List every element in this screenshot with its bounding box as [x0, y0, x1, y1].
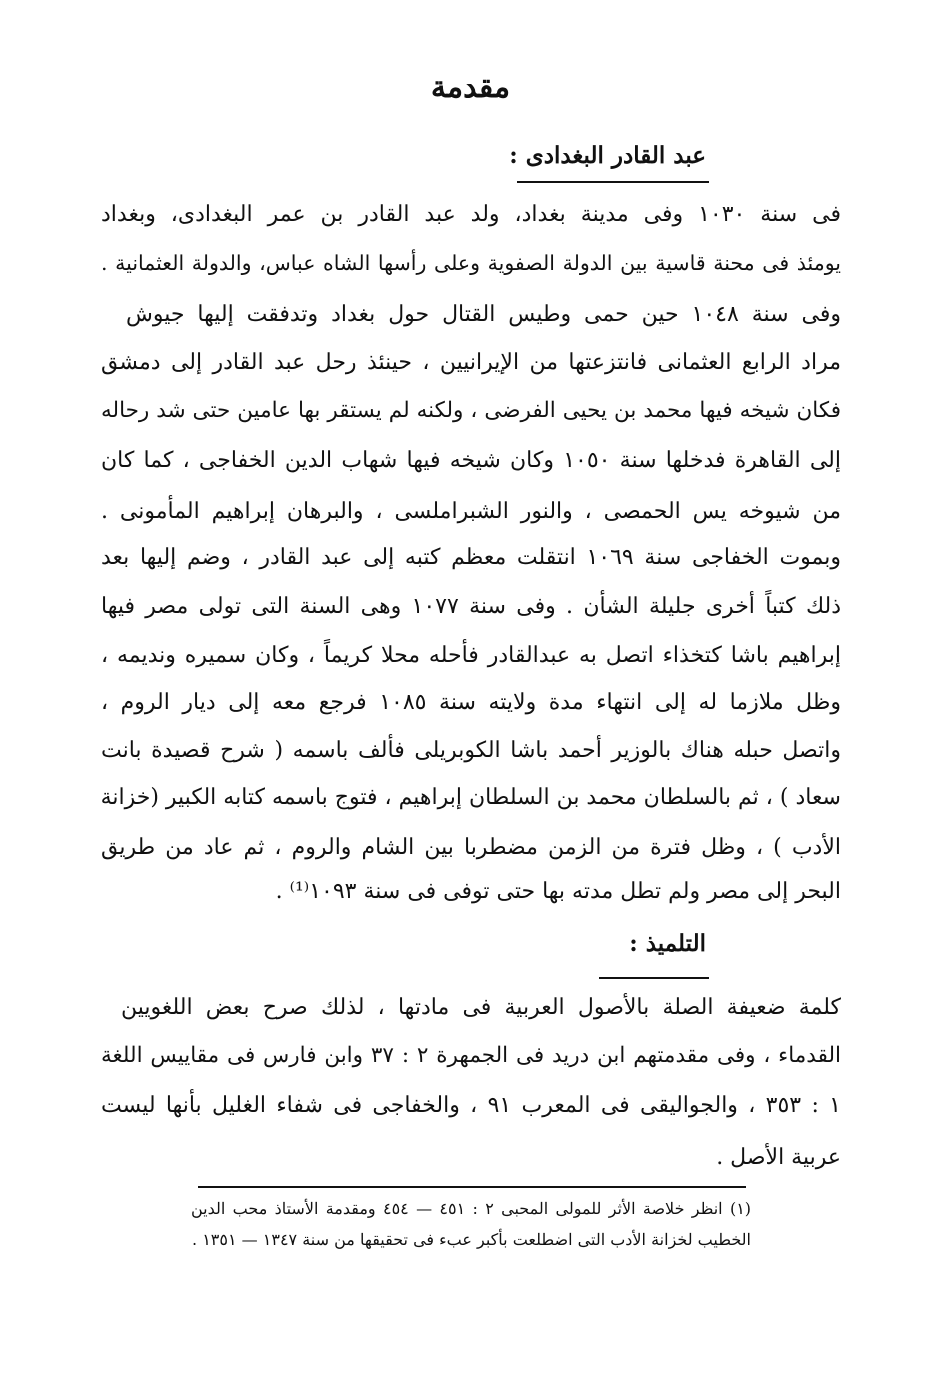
body-line: إلى القاهرة فدخلها سنة ١٠٥٠ وكان شيخه فيها شهاب الدين الخفاجى ، كما كان [101, 448, 841, 473]
body-line: وفى سنة ١٠٤٨ حين حمى وطيس القتال حول بغداد وتدفقت إليها جيوش [126, 302, 841, 327]
body-line: يومئذ فى محنة قاسية بين الدولة الصفوية وعلى رأسها الشاه عباس، والدولة العثمانية . [101, 251, 841, 275]
body-line: سعاد ) ، ثم بالسلطان محمد بن السلطان إبراهيم ، فتوج باسمه كتابه الكبير (خزانة [100, 785, 841, 810]
footnote-line: الخطيب لخزانة الأدب التى اضطلعت بأكبر عبء فى تحقيقها من سنة ١٣٤٧ — ١٣٥١ . [192, 1230, 751, 1249]
body-line: الأدب ) ، وظل فترة من الزمن مضطربا بين الشام والروم ، ثم عاد من طريق [101, 835, 841, 860]
body-line: فى سنة ١٠٣٠ وفى مدينة بغداد، ولد عبد القادر بن عمر البغدادى، وبغداد [101, 202, 841, 227]
footnote-line: (١) انظر خلاصة الأثر للمولى المحبى ٢ : ٤٥١ — ٤٥٤ ومقدمة الأستاذ محب الدين [191, 1199, 752, 1218]
body-line: مراد الرابع العثمانى فانتزعتها من الإيرانيين ، حينئذ رحل عبد القادر إلى دمشق [101, 350, 841, 375]
body-line: البحر إلى مصر ولم تطل مدته بها حتى توفى فى سنة ١٠٩٣⁽¹⁾ . [275, 879, 841, 904]
body-line: وبموت الخفاجى سنة ١٠٦٩ انتقلت معظم كتبه إلى عبد القادر ، وضم إليها بعد [101, 545, 841, 570]
body-line: ذلك كتباً أخرى جليلة الشأن . وفى سنة ١٠٧٧ وهى السنة التى تولى مصر فيها [101, 594, 841, 619]
body-line: القدماء ، وفى مقدمتهم ابن دريد فى الجمهرة ٢ : ٣٧ وابن فارس فى مقاييس اللغة [101, 1043, 841, 1068]
section-heading-underline [517, 181, 709, 183]
body-line: واتصل حبله هناك بالوزير أحمد باشا الكوبريلى فألف باسمه ( شرح قصيدة بانت [101, 738, 841, 763]
body-line: كلمة ضعيفة الصلة بالأصول العربية فى مادتها ، لذلك صرح بعض اللغويين [121, 995, 841, 1020]
page-title: مقدمة [430, 70, 511, 105]
section-heading-underline [599, 977, 709, 979]
body-line: فكان شيخه فيها محمد بن يحيى الفرضى ، ولكنه لم يستقر بها عامين حتى شد رحاله [101, 398, 841, 423]
body-line: إبراهيم باشا كتخذاء اتصل به عبدالقادر فأحله محلا كريماً ، وكان سميره ونديمه ، [101, 643, 841, 668]
footnote-separator [198, 1186, 746, 1188]
body-line: وظل ملازما له إلى انتهاء مدة ولايته سنة ١٠٨٥ فرجع معه إلى ديار الروم ، [101, 690, 841, 715]
section-heading-baghdadi: عبد القادر البغدادى : [509, 142, 706, 169]
body-line: ١ : ٣٥٣ ، والجواليقى فى المعرب ٩١ ، والخفاجى فى شفاء الغليل بأنها ليست [101, 1093, 841, 1118]
body-line: من شيوخه يس الحمصى ، والنور الشبراملسى ، والبرهان إبراهيم المأمونى . [101, 499, 841, 524]
section-heading-tilmidh: التلميذ : [629, 930, 706, 957]
body-line: عربية الأصل . [716, 1145, 841, 1170]
